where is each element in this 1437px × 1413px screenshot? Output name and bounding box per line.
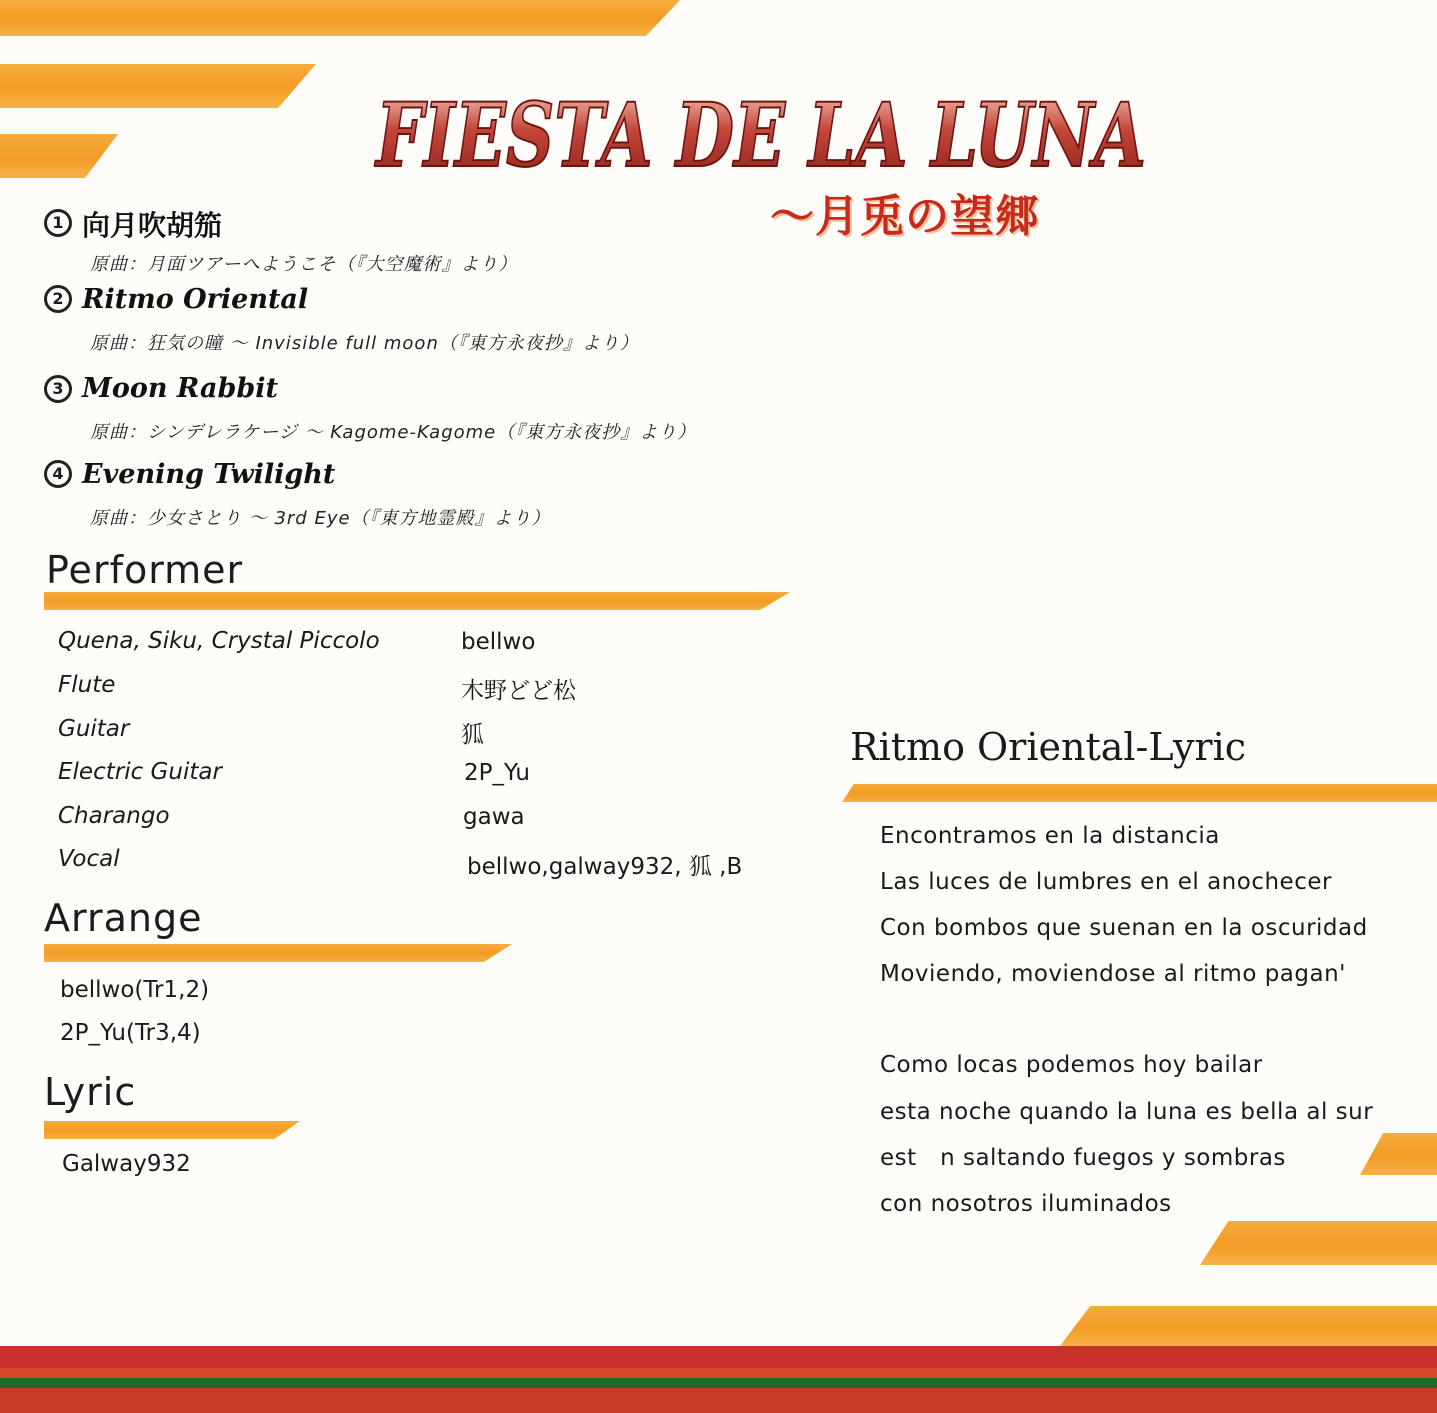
lyric-block-underline	[842, 784, 1437, 802]
lyric-line-7: esta noche quando la luna es bella al sur	[880, 1099, 1374, 1125]
performer-name-6: bellwo,galway932, 狐 ,B	[467, 854, 743, 880]
performer-role-4: Electric Guitar	[58, 759, 222, 785]
decor-bar-top-3	[0, 134, 118, 178]
lyric-line-8: est n saltando fuegos y sombras	[880, 1145, 1286, 1171]
performer-role-1: Quena, Siku, Crystal Piccolo	[58, 628, 380, 654]
performer-role-3: Guitar	[58, 716, 130, 742]
performer-role-5: Charango	[58, 803, 170, 829]
track-number-1: 1	[44, 209, 72, 237]
performer-name-3: 狐	[461, 722, 484, 748]
decor-bar-right-2	[1200, 1221, 1437, 1265]
album-title-text: FIESTA DE LA LUNA	[373, 83, 1146, 187]
lyric-item-1: Galway932	[62, 1151, 191, 1177]
track-title-1: 向月吹胡笳	[82, 209, 223, 242]
bottom-stripe-red-2	[0, 1368, 1437, 1378]
lyric-line-2: Las luces de lumbres en el anochecer	[880, 869, 1332, 895]
performer-role-2: Flute	[58, 672, 116, 698]
performer-name-1: bellwo	[461, 629, 536, 655]
album-title-graphic	[372, 80, 1152, 185]
track-title-2: Ritmo Oriental	[82, 284, 309, 315]
lyric-underline	[44, 1121, 300, 1139]
performer-name-4: 2P_Yu	[464, 760, 530, 786]
track-original-2: 原曲：狂気の瞳 ～ Invisible full moon（『東方永夜抄』より）	[90, 333, 639, 354]
track-original-1: 原曲：月面ツアーへようこそ（『大空魔術』より）	[90, 254, 518, 275]
bottom-stripe-red-3	[0, 1388, 1437, 1413]
performer-role-6: Vocal	[58, 846, 120, 872]
track-original-3: 原曲：シンデレラケージ ～ Kagome-Kagome（『東方永夜抄』より）	[90, 422, 697, 443]
performer-heading: Performer	[46, 548, 244, 592]
arrange-heading: Arrange	[44, 896, 203, 940]
track-number-2: 2	[44, 285, 72, 313]
album-subtitle: ～月兎の望郷	[770, 191, 1040, 242]
arrange-item-2: 2P_Yu(Tr3,4)	[60, 1020, 201, 1046]
decor-bar-right-3	[1060, 1306, 1437, 1346]
track-title-4: Evening Twilight	[82, 459, 336, 490]
track-original-4: 原曲：少女さとり ～ 3rd Eye（『東方地霊殿』より）	[90, 508, 551, 529]
performer-name-2: 木野どど松	[461, 678, 576, 704]
lyric-line-4: Moviendo, moviendose al ritmo pagan'	[880, 961, 1346, 987]
bottom-stripe-red-1	[0, 1346, 1437, 1368]
lyric-line-6: Como locas podemos hoy bailar	[880, 1052, 1263, 1078]
decor-bar-top-2	[0, 64, 316, 108]
arrange-underline	[44, 944, 512, 962]
lyric-heading: Lyric	[44, 1070, 137, 1114]
decor-bar-right-1	[1360, 1133, 1437, 1175]
arrange-item-1: bellwo(Tr1,2)	[60, 977, 210, 1003]
performer-underline	[44, 592, 790, 610]
lyric-line-3: Con bombos que suenan en la oscuridad	[880, 915, 1368, 941]
decor-bar-top-1	[0, 0, 680, 36]
lyric-line-1: Encontramos en la distancia	[880, 823, 1220, 849]
lyric-block-title: Ritmo Oriental-Lyric	[850, 725, 1247, 769]
lyric-line-9: con nosotros iluminados	[880, 1191, 1172, 1217]
track-title-3: Moon Rabbit	[82, 373, 278, 404]
performer-name-5: gawa	[463, 804, 525, 830]
bottom-stripe-green	[0, 1378, 1437, 1388]
track-number-4: 4	[44, 460, 72, 488]
track-number-3: 3	[44, 375, 72, 403]
album-title	[372, 80, 1152, 185]
